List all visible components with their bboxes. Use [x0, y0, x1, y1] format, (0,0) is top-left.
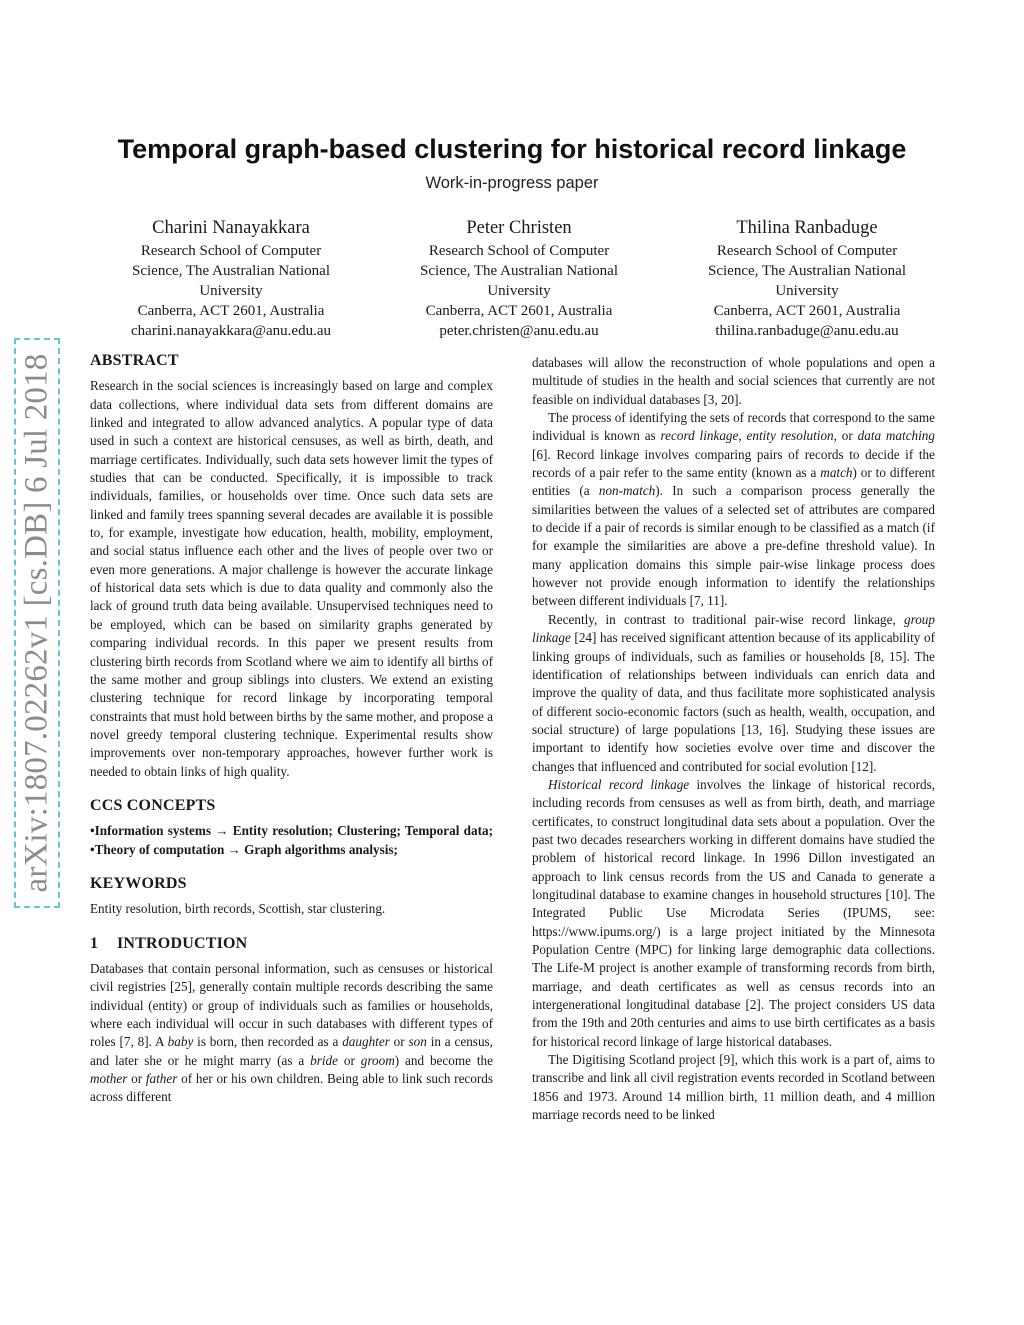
paper-subtitle: Work-in-progress paper	[425, 174, 599, 192]
abstract-text: Research in the social sciences is increasingly based on large and complex data collections, where individual data sets from different domains are linked and integrated to allow advanced analytics. A popular type of data used in such a context are historical censuses, as well as birth, death, and marriage certificates. Individually, such data sets however limit the types of studies that can be conducted. Specifically, it is impossible to track individuals, families, or households over time. Once such data sets are linked and family trees spanning several decades are available it is possible to, for example, investigate how education, health, mobility, employment, and social status influence each other and the lives of people over two or even more generations. A major challenge is however the accurate linkage of historical data sets which is due to data quality and commonly also the lack of ground truth data being available. Unsupervised techniques need to be employed, which can be based on similarity graphs generated by comparing individual records. In this paper we present results from clustering birth records from Scotland where we aim to identify all births of the same mother and group siblings into clusters. We extend an existing clustering technique for record linkage by incorporating temporal constraints that must hold between births by the same mother, and propose a novel greedy temporal clustering technique. Experimental results show improvements over non-temporary approaches, however further work is needed to obtain links of high quality.	[90, 378, 493, 779]
arxiv-id: arXiv:1807.02262v1 [cs.DB] 6 Jul 2018	[18, 353, 55, 893]
left-column	[90, 352, 493, 1107]
author-email: thilina.ranbaduge@anu.edu.au	[715, 323, 899, 339]
intro-heading	[90, 935, 493, 953]
author-location: Canberra, ACT 2601, Australia	[713, 303, 901, 319]
intro-paragraph-4: Recently, in contrast to traditional pair-wise record linkage, group linkage [24] has received significant attention because of its applicability of linking groups of individuals, such as families or households [8, 15]. The identification of relationships between individuals can enrich data and improve the quality of data, and thus facilitate more sophisticated analysis of different socio-economic factors (such as health, wealth, occupation, and social structure) of large populations [13, 16]. Studying these issues are important to identify how societies evolve over time and discover the changes that influenced and contributed for social evolution [12].	[532, 611, 935, 774]
author-email: charini.nanayakkara@anu.edu.au	[131, 323, 331, 339]
author-affiliation: Research School of Computer	[140, 243, 322, 259]
ccs-text: •Information systems → Entity resolution; Clustering; Temporal data; •Theory of computation → Graph algorithms analysis;	[90, 823, 493, 857]
author-block	[100, 216, 938, 341]
paper-title: Temporal graph-based clustering for historical record linkage	[117, 134, 907, 164]
keywords-heading: KEYWORDS	[90, 874, 187, 892]
ccs-heading: CCS CONCEPTS	[90, 796, 216, 814]
author-location: Canberra, ACT 2601, Australia	[425, 303, 613, 319]
author-name: Thilina Ranbaduge	[736, 218, 878, 238]
author-location: Canberra, ACT 2601, Australia	[137, 303, 325, 319]
author-affiliation: University	[199, 283, 263, 299]
author-affiliation: University	[487, 283, 551, 299]
abstract-heading: ABSTRACT	[90, 352, 179, 369]
right-column	[532, 354, 935, 1124]
intro-paragraph-5: Historical record linkage involves the linkage of historical records, including records from censuses as well as from birth, death, and marriage certificates, to construct longitudinal data sets about a population. Over the past two decades researchers working in different domains have studied the problem of historical record linkage. In 1996 Dillon investigated an approach to link census records from the US and Canada to generate a longitudinal database to examine changes in household structures [10]. The Integrated Public Use Microdata Series (IPUMS, see: https://www.ipums.org/) is a large project initiated by the Minnesota Population Centre (MPC) for linking large demographic data collections. The Life-M project is another example of transforming records from birth, marriage, and death certificates as well as census records into an intergenerational longitudinal database [2]. The project considers US data from the 19th and 20th centuries and aims to use birth certificates as a basis for historical record linkage of large historical databases.	[532, 776, 936, 1049]
author-affiliation: University	[775, 283, 839, 299]
section-number: 1	[90, 934, 99, 952]
author-name: Charini Nanayakkara	[152, 218, 310, 238]
author-1	[100, 216, 362, 341]
author-affiliation: Science, The Australian National	[132, 263, 330, 279]
author-name: Peter Christen	[466, 218, 572, 238]
author-2	[388, 216, 650, 341]
arxiv-stamp	[14, 338, 60, 908]
author-affiliation: Research School of Computer	[428, 243, 610, 259]
section-title: INTRODUCTION	[117, 934, 248, 952]
author-affiliation: Science, The Australian National	[420, 263, 618, 279]
author-email: peter.christen@anu.edu.au	[439, 323, 599, 339]
intro-paragraph-2: databases will allow the reconstruction of whole populations and open a multitude of studies in the health and social sciences that currently are not feasible on individual databases [3, 20].	[532, 355, 935, 407]
keywords-text: Entity resolution, birth records, Scottish, star clustering.	[90, 901, 386, 917]
intro-paragraph-3: The process of identifying the sets of records that correspond to the same individual is known as record linkage, entity resolution, or data matching [6]. Record linkage involves comparing pairs of records to decide if the records of a pair refer to the same entity (known as a match) or to different entities (a non-match). In such a comparison process generally the similarities between the values of a selected set of attributes are compared to decide if a pair of records is similar enough to be classified as a match (if for example the similarities are above a pre-define threshold value). In many application domains this simple pair-wise linkage process does however not provide enough information to identify the relationships between different individuals [7, 11].	[532, 410, 935, 609]
author-affiliation: Research School of Computer	[716, 243, 898, 259]
author-affiliation: Science, The Australian National	[708, 263, 906, 279]
intro-paragraph-6: The Digitising Scotland project [9], which this work is a part of, aims to transcribe and link all civil registration events recorded in Scotland between 1856 and 1973. Around 14 million birth, 11 million death, and 4 million marriage records need to be linked	[532, 1052, 935, 1123]
author-3	[676, 216, 938, 341]
intro-paragraph-1: Databases that contain personal information, such as censuses or historical civil registries [25], generally contain multiple records describing the same individual (entity) or group of individuals such as families or households, where each individual will occur in such databases with different types of roles [7, 8]. A baby is born, then recorded as a daughter or son in a census, and later she or he might marry (as a bride or groom) and become the mother or father of her or his own children. Being able to link such records across different	[90, 960, 493, 1105]
